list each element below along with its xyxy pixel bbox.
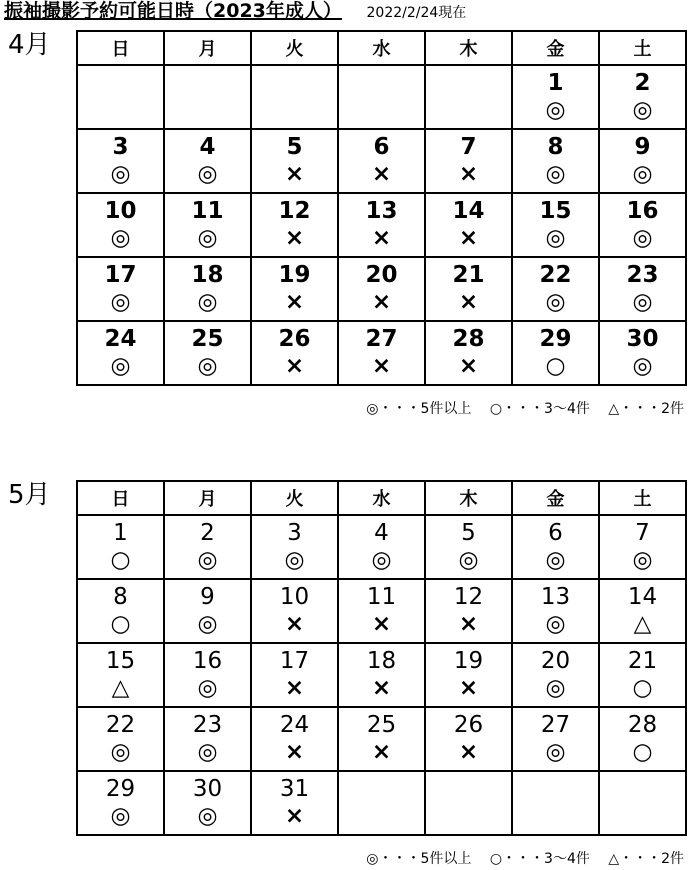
day-number: 29 — [539, 326, 572, 352]
day-number: 8 — [113, 584, 128, 610]
day-cell — [599, 643, 686, 707]
week-row — [77, 321, 686, 385]
day-cell — [164, 707, 251, 771]
day-number: 21 — [627, 648, 658, 674]
availability-mark: ◎ — [197, 353, 218, 379]
availability-mark: ◎ — [632, 289, 653, 315]
day-cell — [599, 515, 686, 579]
day-cell — [599, 321, 686, 385]
day-cell — [425, 257, 512, 321]
day-cell — [164, 771, 251, 835]
day-number: 13 — [365, 198, 398, 224]
availability-mark: × — [458, 611, 479, 637]
legend-item: △・・・2件 — [608, 851, 684, 867]
availability-mark: ◎ — [197, 161, 218, 187]
day-number: 9 — [200, 584, 215, 610]
week-row — [77, 65, 686, 129]
day-number: 31 — [279, 776, 310, 802]
week-row — [77, 707, 686, 771]
availability-mark: × — [284, 675, 305, 701]
availability-mark: ◎ — [545, 675, 566, 701]
calendar-body — [77, 65, 686, 385]
availability-mark: × — [371, 353, 392, 379]
availability-mark: ◎ — [110, 803, 131, 829]
week-row — [77, 193, 686, 257]
day-cell — [338, 579, 425, 643]
week-row — [77, 771, 686, 835]
availability-mark: × — [371, 289, 392, 315]
availability-mark: × — [284, 225, 305, 251]
day-number: 17 — [104, 262, 137, 288]
day-cell — [425, 321, 512, 385]
weekday-tue: 火 — [251, 481, 338, 515]
day-number: 3 — [287, 520, 302, 546]
day-cell — [512, 321, 599, 385]
day-cell — [338, 707, 425, 771]
day-cell — [251, 771, 338, 835]
day-cell — [425, 129, 512, 193]
availability-mark: △ — [633, 611, 652, 637]
day-cell — [164, 129, 251, 193]
day-number: 22 — [539, 262, 572, 288]
day-cell — [425, 193, 512, 257]
empty-cell — [425, 65, 512, 129]
legend-may — [352, 850, 684, 868]
day-number: 26 — [453, 712, 484, 738]
day-cell — [338, 129, 425, 193]
availability-mark: × — [284, 161, 305, 187]
weekday-mon: 月 — [164, 31, 251, 65]
legend-item: ○・・・3～4件 — [489, 401, 590, 417]
availability-mark: ◎ — [545, 611, 566, 637]
empty-cell — [425, 771, 512, 835]
day-number: 27 — [540, 712, 571, 738]
as-of-date: 2022/2/24現在 — [366, 5, 467, 21]
availability-mark: × — [458, 353, 479, 379]
day-number: 5 — [461, 520, 476, 546]
day-cell — [251, 129, 338, 193]
availability-mark: ◎ — [458, 547, 479, 573]
availability-mark: ◎ — [110, 739, 131, 765]
day-number: 27 — [365, 326, 398, 352]
day-number: 1 — [547, 70, 564, 96]
day-number: 30 — [192, 776, 223, 802]
week-row — [77, 515, 686, 579]
day-number: 25 — [191, 326, 224, 352]
week-row — [77, 643, 686, 707]
day-number: 11 — [191, 198, 224, 224]
legend-item: ○・・・3～4件 — [489, 851, 590, 867]
weekday-header — [77, 481, 686, 515]
day-cell — [599, 707, 686, 771]
day-number: 24 — [104, 326, 137, 352]
day-number: 16 — [192, 648, 223, 674]
availability-mark: × — [458, 161, 479, 187]
day-cell — [338, 193, 425, 257]
availability-mark: ○ — [110, 611, 131, 637]
availability-mark: × — [371, 675, 392, 701]
day-number: 4 — [374, 520, 389, 546]
weekday-fri: 金 — [512, 31, 599, 65]
day-cell — [512, 579, 599, 643]
day-cell — [512, 193, 599, 257]
availability-mark: ◎ — [197, 225, 218, 251]
week-row — [77, 579, 686, 643]
availability-mark: ◎ — [197, 611, 218, 637]
day-cell — [425, 579, 512, 643]
availability-mark: ◎ — [110, 353, 131, 379]
day-cell — [425, 515, 512, 579]
availability-mark: × — [371, 225, 392, 251]
weekday-thu: 木 — [425, 31, 512, 65]
availability-mark: ◎ — [545, 97, 566, 123]
day-number: 23 — [626, 262, 659, 288]
day-cell — [512, 515, 599, 579]
day-number: 28 — [452, 326, 485, 352]
calendar-april — [76, 30, 687, 386]
availability-mark: × — [458, 289, 479, 315]
legend-item: ◎・・・5件以上 — [366, 401, 472, 417]
availability-mark: ◎ — [545, 547, 566, 573]
empty-cell — [338, 771, 425, 835]
day-number: 29 — [105, 776, 136, 802]
availability-mark: × — [284, 353, 305, 379]
empty-cell — [512, 771, 599, 835]
day-cell — [512, 257, 599, 321]
availability-mark: ◎ — [197, 675, 218, 701]
empty-cell — [599, 771, 686, 835]
availability-mark: ◎ — [110, 225, 131, 251]
availability-mark: × — [458, 225, 479, 251]
day-cell — [338, 515, 425, 579]
availability-mark: ◎ — [197, 803, 218, 829]
day-cell — [77, 579, 164, 643]
day-cell — [251, 643, 338, 707]
availability-mark: × — [284, 289, 305, 315]
day-number: 13 — [540, 584, 571, 610]
day-number: 4 — [199, 134, 216, 160]
weekday-thu: 木 — [425, 481, 512, 515]
day-number: 6 — [373, 134, 390, 160]
day-cell — [77, 515, 164, 579]
availability-mark: ◎ — [110, 289, 131, 315]
day-number: 24 — [279, 712, 310, 738]
availability-mark: ○ — [632, 675, 653, 701]
day-cell — [77, 257, 164, 321]
availability-mark: ○ — [110, 547, 131, 573]
day-cell — [338, 321, 425, 385]
day-cell — [77, 707, 164, 771]
day-number: 6 — [548, 520, 563, 546]
day-number: 1 — [113, 520, 128, 546]
day-number: 20 — [540, 648, 571, 674]
day-cell — [164, 579, 251, 643]
day-cell — [425, 643, 512, 707]
day-number: 21 — [452, 262, 485, 288]
day-cell — [251, 707, 338, 771]
page-title — [4, 0, 466, 24]
day-number: 30 — [626, 326, 659, 352]
availability-mark: ◎ — [632, 547, 653, 573]
day-cell — [77, 643, 164, 707]
weekday-sat: 土 — [599, 481, 686, 515]
availability-mark: ◎ — [284, 547, 305, 573]
week-row — [77, 129, 686, 193]
day-cell — [338, 643, 425, 707]
day-number: 3 — [112, 134, 129, 160]
availability-mark: ◎ — [632, 161, 653, 187]
day-number: 10 — [279, 584, 310, 610]
day-cell — [599, 65, 686, 129]
day-number: 7 — [460, 134, 477, 160]
day-number: 22 — [105, 712, 136, 738]
availability-mark: ◎ — [545, 739, 566, 765]
availability-mark: ◎ — [632, 97, 653, 123]
day-cell — [599, 129, 686, 193]
availability-mark: ◎ — [110, 161, 131, 187]
day-cell — [164, 321, 251, 385]
availability-mark: ◎ — [545, 225, 566, 251]
availability-mark: ◎ — [632, 225, 653, 251]
day-cell — [77, 321, 164, 385]
day-number: 10 — [104, 198, 137, 224]
day-number: 25 — [366, 712, 397, 738]
day-cell — [251, 257, 338, 321]
day-number: 23 — [192, 712, 223, 738]
day-number: 14 — [452, 198, 485, 224]
day-number: 16 — [626, 198, 659, 224]
weekday-wed: 水 — [338, 31, 425, 65]
weekday-tue: 火 — [251, 31, 338, 65]
day-cell — [77, 771, 164, 835]
availability-mark: △ — [111, 675, 130, 701]
day-cell — [77, 193, 164, 257]
day-number: 5 — [286, 134, 303, 160]
weekday-sat: 土 — [599, 31, 686, 65]
availability-mark: ○ — [545, 353, 566, 379]
calendar-body — [77, 515, 686, 835]
weekday-fri: 金 — [512, 481, 599, 515]
month-label-may: 5月 — [8, 480, 51, 510]
month-label-april: 4月 — [8, 30, 51, 60]
availability-mark: × — [371, 739, 392, 765]
day-cell — [77, 129, 164, 193]
availability-mark: ◎ — [197, 739, 218, 765]
day-number: 2 — [634, 70, 651, 96]
availability-mark: ◎ — [197, 547, 218, 573]
day-cell — [512, 643, 599, 707]
day-number: 12 — [453, 584, 484, 610]
day-number: 19 — [453, 648, 484, 674]
day-number: 15 — [539, 198, 572, 224]
weekday-header — [77, 31, 686, 65]
weekday-mon: 月 — [164, 481, 251, 515]
weekday-sun: 日 — [77, 31, 164, 65]
availability-mark: × — [458, 739, 479, 765]
week-row — [77, 257, 686, 321]
legend-april — [352, 400, 684, 418]
day-cell — [164, 643, 251, 707]
day-number: 14 — [627, 584, 658, 610]
weekday-sun: 日 — [77, 481, 164, 515]
availability-mark: ◎ — [632, 353, 653, 379]
empty-cell — [338, 65, 425, 129]
day-number: 28 — [627, 712, 658, 738]
day-number: 7 — [635, 520, 650, 546]
weekday-wed: 水 — [338, 481, 425, 515]
day-number: 20 — [365, 262, 398, 288]
day-cell — [599, 193, 686, 257]
day-cell — [599, 257, 686, 321]
empty-cell — [251, 65, 338, 129]
day-cell — [512, 65, 599, 129]
empty-cell — [77, 65, 164, 129]
day-number: 17 — [279, 648, 310, 674]
availability-mark: ◎ — [371, 547, 392, 573]
availability-mark: × — [458, 675, 479, 701]
calendar-may — [76, 480, 687, 836]
availability-mark: × — [284, 739, 305, 765]
day-cell — [599, 579, 686, 643]
day-cell — [251, 193, 338, 257]
day-number: 15 — [105, 648, 136, 674]
day-number: 12 — [278, 198, 311, 224]
availability-mark: ◎ — [545, 289, 566, 315]
day-cell — [425, 707, 512, 771]
availability-mark: × — [284, 803, 305, 829]
availability-mark: × — [284, 611, 305, 637]
day-number: 2 — [200, 520, 215, 546]
day-number: 18 — [366, 648, 397, 674]
day-cell — [251, 515, 338, 579]
day-number: 18 — [191, 262, 224, 288]
day-cell — [251, 321, 338, 385]
availability-mark: × — [371, 161, 392, 187]
day-number: 8 — [547, 134, 564, 160]
day-number: 19 — [278, 262, 311, 288]
availability-mark: × — [371, 611, 392, 637]
availability-mark: ○ — [632, 739, 653, 765]
legend-item: ◎・・・5件以上 — [366, 851, 472, 867]
availability-mark: ◎ — [197, 289, 218, 315]
day-number: 26 — [278, 326, 311, 352]
day-cell — [512, 129, 599, 193]
day-number: 9 — [634, 134, 651, 160]
empty-cell — [164, 65, 251, 129]
day-cell — [251, 579, 338, 643]
day-cell — [512, 707, 599, 771]
day-cell — [164, 515, 251, 579]
availability-mark: ◎ — [545, 161, 566, 187]
legend-item: △・・・2件 — [608, 401, 684, 417]
title-main: 振袖撮影予約可能日時（2023年成人） — [4, 0, 342, 22]
day-number: 11 — [366, 584, 397, 610]
day-cell — [338, 257, 425, 321]
day-cell — [164, 257, 251, 321]
day-cell — [164, 193, 251, 257]
